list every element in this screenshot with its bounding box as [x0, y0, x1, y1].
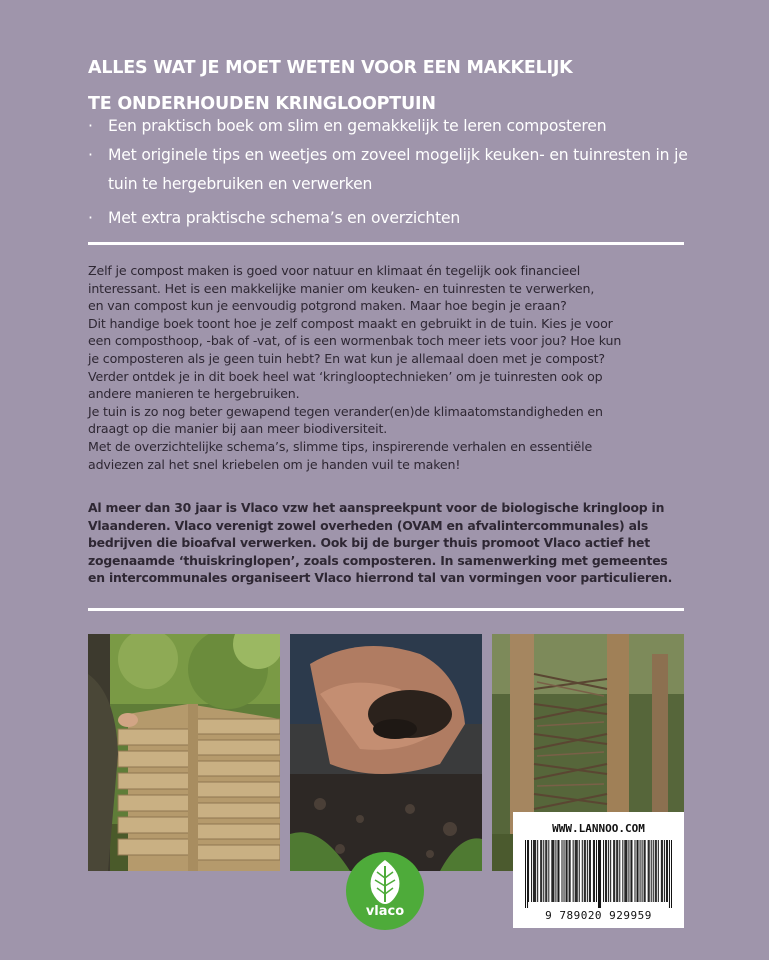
- barcode-bar: [587, 840, 588, 902]
- barcode: [525, 840, 672, 908]
- barcode-bar: [533, 840, 534, 902]
- barcode-bar: [662, 840, 663, 902]
- divider: [88, 608, 684, 611]
- feature-text: Een praktisch boek om slim en gemakkelijk te leren composteren: [108, 117, 607, 135]
- feature-list: [88, 112, 698, 233]
- publisher-url: WWW.LANNOO.COM: [552, 822, 645, 835]
- barcode-bar: [619, 840, 620, 902]
- barcode-bar: [598, 840, 599, 908]
- photo-wooden-compost-bin: [88, 634, 280, 871]
- barcode-bar: [610, 840, 611, 902]
- barcode-bar: [667, 840, 668, 902]
- about-vlaco-paragraph: [88, 499, 698, 587]
- barcode-bar: [558, 840, 559, 902]
- barcode-bar: [579, 840, 580, 902]
- barcode-bar: [614, 840, 615, 902]
- barcode-bar: [596, 840, 597, 902]
- isbn-number: 9 789020 929959: [545, 909, 652, 922]
- photo-hands-with-compost: [290, 634, 482, 871]
- barcode-bar: [569, 840, 570, 902]
- barcode-bar: [531, 840, 532, 902]
- barcode-bar: [651, 840, 652, 902]
- vlaco-logo: [346, 852, 424, 930]
- barcode-bar: [625, 840, 626, 902]
- barcode-bar: [608, 840, 609, 902]
- barcode-bar: [638, 840, 639, 902]
- intro-line: draagt op die manier bij aan meer biodiversiteit.: [88, 421, 388, 437]
- barcode-bar: [576, 840, 577, 902]
- barcode-bar: [603, 840, 604, 902]
- barcode-bar: [664, 840, 665, 902]
- bullet-marker: ·: [88, 209, 93, 227]
- barcode-bar: [624, 840, 625, 902]
- barcode-bar: [642, 840, 643, 902]
- logo-text: vlaco: [365, 904, 405, 919]
- barcode-bar: [637, 840, 638, 902]
- barcode-bar: [577, 840, 578, 902]
- barcode-area: [513, 812, 684, 928]
- feature-item: [88, 204, 698, 233]
- feature-text: Met originele tips en weetjes om zoveel mogelijk keuken- en tuinresten in je tuin te hergebruiken en verwerken: [108, 146, 688, 193]
- barcode-bar: [566, 840, 567, 902]
- barcode-bar: [669, 840, 670, 908]
- barcode-bar: [585, 840, 586, 902]
- barcode-bar: [552, 840, 553, 902]
- barcode-bar: [527, 840, 528, 908]
- barcode-bar: [564, 840, 565, 902]
- intro-paragraph: [88, 262, 698, 473]
- barcode-bar: [582, 840, 583, 902]
- about-line: Vlaanderen. Vlaco verenigt zowel overheden (OVAM en afvalintercommunales) als: [88, 517, 649, 533]
- barcode-bar: [555, 840, 556, 902]
- intro-line: Met de overzichtelijke schema’s, slimme tips, inspirerende verhalen en essentiële: [88, 438, 593, 454]
- about-line: en intercommunales organiseert Vlaco hierrond tal van vormingen voor particulieren.: [88, 570, 673, 586]
- barcode-bar: [616, 840, 617, 902]
- barcode-bar: [606, 840, 607, 902]
- barcode-bar: [594, 840, 595, 902]
- intro-line: Verder ontdek je in dit boek heel wat ‘kringlooptechnieken’ om je tuinresten ook op: [88, 368, 603, 384]
- barcode-bar: [545, 840, 546, 902]
- intro-line: en van compost kun je eenvoudig potgrond maken. Maar hoe begin je eraan?: [88, 298, 567, 314]
- bullet-marker: ·: [88, 146, 93, 164]
- barcode-bar: [653, 840, 654, 902]
- barcode-bar: [631, 840, 632, 902]
- barcode-bar: [648, 840, 649, 902]
- about-line: bedrijven die bioafval verwerken. Ook bij de burger thuis promoot Vlaco actief het: [88, 535, 650, 551]
- barcode-bar: [613, 840, 614, 902]
- bullet-marker: ·: [88, 117, 93, 135]
- divider: [88, 242, 684, 245]
- barcode-bar: [575, 840, 576, 902]
- barcode-bar: [656, 840, 657, 902]
- barcode-bar: [548, 840, 549, 902]
- intro-line: een composthoop, -bak of -vat, of is een wormenbak toch meer iets voor jou? Hoe kun: [88, 333, 622, 349]
- barcode-bar: [557, 840, 558, 902]
- feature-item: [88, 112, 698, 141]
- intro-line: andere manieren te hergebruiken.: [88, 386, 300, 402]
- barcode-bar: [584, 840, 585, 902]
- barcode-bar: [622, 840, 623, 902]
- barcode-bar: [590, 840, 591, 902]
- barcode-bar: [567, 840, 568, 902]
- barcode-bar: [666, 840, 667, 902]
- barcode-bar: [553, 840, 554, 902]
- barcode-bar: [617, 840, 618, 902]
- barcode-bar: [543, 840, 544, 902]
- barcode-bar: [541, 840, 542, 902]
- intro-line: Zelf je compost maken is goed voor natuur en klimaat én tegelijk ook financieel: [88, 263, 581, 278]
- title-line-2: TE ONDERHOUDEN KRINGLOOPTUIN: [88, 94, 436, 114]
- barcode-bar: [661, 840, 662, 902]
- barcode-bar: [537, 840, 538, 902]
- barcode-bar: [528, 840, 529, 902]
- about-line: Al meer dan 30 jaar is Vlaco vzw het aanspreekpunt voor de biologische kringloop in: [88, 500, 665, 515]
- intro-line: Dit handige boek toont hoe je zelf compost maakt en gebruikt in de tuin. Kies je voor: [88, 315, 613, 331]
- barcode-bar: [658, 840, 659, 902]
- barcode-bar: [655, 840, 656, 902]
- barcode-bar: [570, 840, 571, 902]
- barcode-bar: [644, 840, 645, 902]
- barcode-bar: [645, 840, 646, 902]
- barcode-bar: [671, 840, 672, 908]
- barcode-bar: [599, 840, 600, 908]
- barcode-bar: [551, 840, 552, 902]
- barcode-bar: [525, 840, 526, 908]
- barcode-bar: [540, 840, 541, 902]
- barcode-bar: [573, 840, 574, 902]
- barcode-bar: [600, 840, 601, 908]
- intro-line: adviezen zal het snel kriebelen om je handen vuil te maken!: [88, 456, 461, 472]
- intro-line: je composteren als je geen tuin hebt? En wat kun je allemaal doen met je compost?: [88, 350, 605, 366]
- barcode-bar: [640, 840, 641, 902]
- barcode-bar: [649, 840, 650, 902]
- barcode-bar: [534, 840, 535, 902]
- barcode-bar: [535, 840, 536, 902]
- barcode-bar: [546, 840, 547, 902]
- barcode-bar: [630, 840, 631, 902]
- feature-text: Met extra praktische schema’s en overzichten: [108, 209, 461, 227]
- intro-line: interessant. Het is een makkelijke manier om keuken- en tuinresten te verwerken,: [88, 280, 595, 296]
- barcode-bar: [562, 840, 563, 902]
- barcode-bar: [628, 840, 629, 902]
- intro-line: Je tuin is zo nog beter gewapend tegen verander(en)de klimaatomstandigheden en: [88, 403, 603, 419]
- barcode-bar: [605, 840, 606, 902]
- about-line: zogenaamde ‘thuiskringlopen’, zoals composteren. In samenwerking met gemeentes: [88, 552, 668, 568]
- barcode-bar: [626, 840, 627, 902]
- barcode-bar: [593, 840, 594, 902]
- title-line-1: ALLES WAT JE MOET WETEN VOOR EEN MAKKELIJK: [88, 58, 573, 78]
- feature-item: [88, 141, 698, 199]
- barcode-bar: [634, 840, 635, 902]
- barcode-bar: [589, 840, 590, 902]
